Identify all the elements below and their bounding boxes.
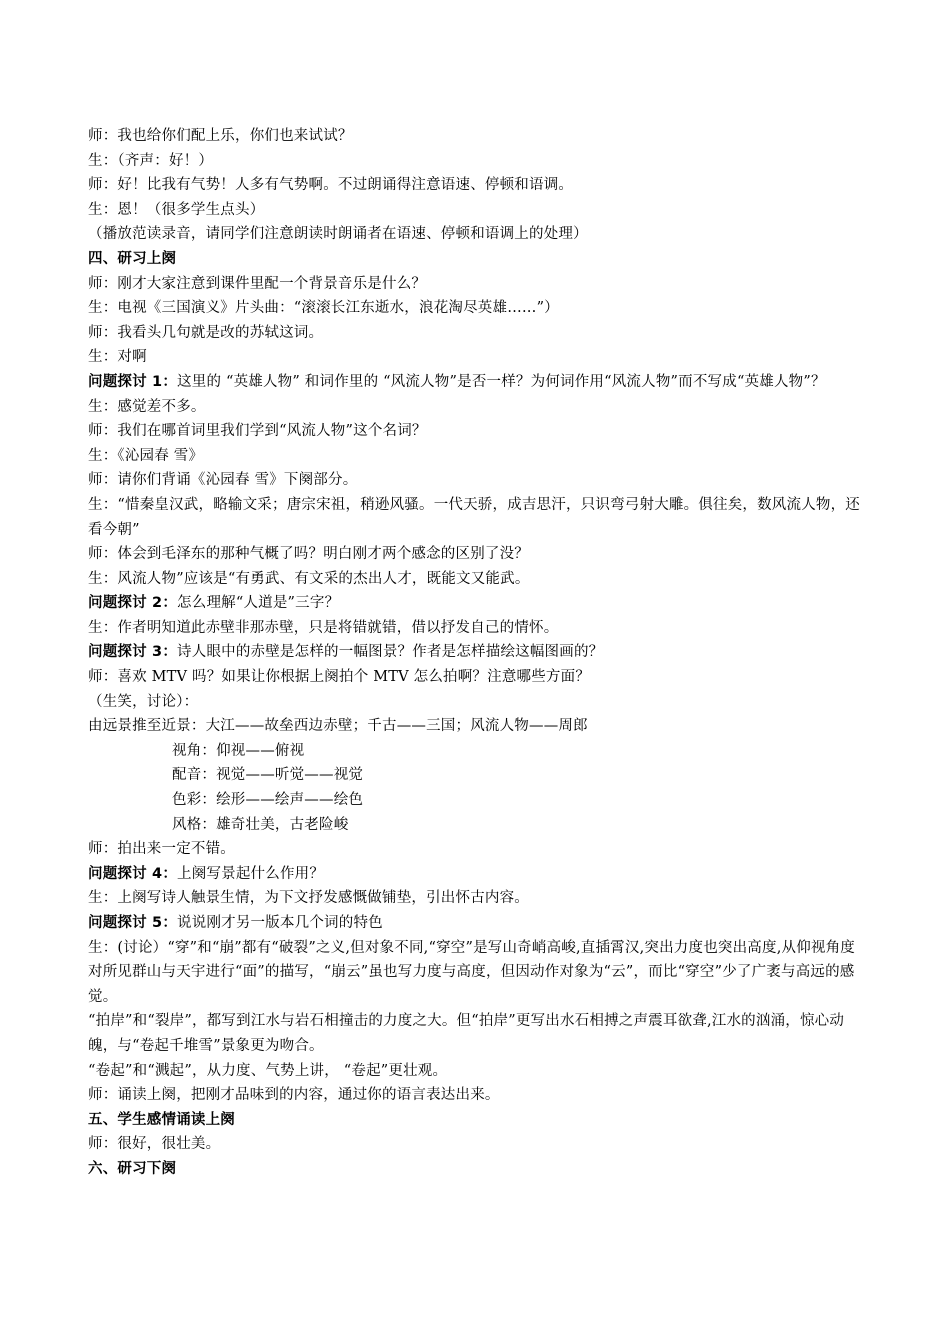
dialogue-line: 师：喜欢 MTV 吗？如果让你根据上阕拍个 MTV 怎么拍啊？注意哪些方面？	[88, 669, 591, 686]
dialogue-line: 生：恩！（很多学生点头）	[88, 201, 265, 218]
question-label: 问题探讨 2：	[88, 595, 178, 612]
document-page	[88, 124, 868, 1182]
dialogue-line: 生：《沁园春 雪》	[88, 447, 204, 464]
paragraph: 生：(讨论）“穿”和“崩”都有“破裂”之义,但对象不同,“穿空”是写山奇峭高峻,直插霄汉,突出力度也突出高度,从仰视角度对所见群山与天宇进行“面”的描写，“崩云”虽也写力度与高度，但因动作对象为“云”，而比“穿空”少了广袤与高远的感觉。	[88, 939, 856, 1005]
question-text: 上阕写景起什么作用？	[177, 865, 325, 882]
dialogue-line: 生：作者明知道此赤壁非那赤壁，只是将错就错，借以抒发自己的情怀。	[88, 619, 559, 636]
dialogue-line: 生：（齐声：好！）	[88, 152, 214, 169]
dialogue-line: （生笑，讨论）：	[88, 693, 199, 710]
indented-line: 视角：仰视——俯视	[172, 742, 305, 759]
indented-line: 风格：雄奇壮美，古老险峻	[172, 816, 349, 833]
dialogue-line: 由远景推至近景：大江——故垒西边赤壁；千古——三国；风流人物——周郎	[88, 718, 588, 735]
question-text: 说说刚才另一版本几个词的特色	[177, 915, 383, 931]
paragraph: “拍岸”和“裂岸”，都写到江水与岩石相撞击的力度之大。但“拍岸”更写出水石相搏之声震耳欲聋,江水的汹涌，惊心动魄，与“卷起千堆雪”景象更为吻合。	[88, 1013, 845, 1054]
dialogue-line: 师：拍出来一定不错。	[88, 841, 235, 858]
dialogue-line: 师：刚才大家注意到课件里配一个背景音乐是什么？	[88, 275, 427, 292]
dialogue-line: 生：对啊	[88, 349, 147, 366]
discussion-question	[88, 591, 868, 616]
section-heading: 四、研习上阕	[88, 250, 177, 267]
dialogue-line: 生：电视《三国演义》片头曲：“滚滚长江东逝水，浪花淘尽英雄……”）	[88, 300, 559, 317]
dialogue-line: 师：我们在哪首词里我们学到“风流人物”这个名词？	[88, 423, 427, 440]
dialogue-line: 生：风流人物”应该是“有勇武、有文采的杰出人才，既能文又能武。	[88, 570, 530, 587]
discussion-question	[88, 911, 868, 936]
dialogue-line: 师：诵读上阕，把刚才品味到的内容，通过你的语言表达出来。	[88, 1087, 500, 1104]
question-label: 问题探讨 1：	[88, 373, 178, 390]
discussion-question	[88, 370, 868, 395]
dialogue-line: 师：好！比我有气势！人多有气势啊。不过朗诵得注意语速、停顿和语调。	[88, 177, 574, 194]
question-label: 问题探讨 5：	[88, 915, 178, 931]
indented-line: 配音：视觉——听觉——视觉	[172, 767, 364, 784]
indented-line: 色彩：绘形——绘声——绘色	[172, 792, 364, 809]
dialogue-line: 师：我看头几句就是改的苏轼这词。	[88, 324, 324, 341]
dialogue-line: 师：我也给你们配上乐，你们也来试试？	[88, 128, 353, 144]
section-heading: 六、研习下阕	[88, 1160, 177, 1177]
paragraph: 生：“惜秦皇汉武，略输文采；唐宗宋祖，稍逊风骚。一代天骄，成吉思汗，只识弯弓射大雕。俱往矣，数风流人物，还看今朝”	[88, 496, 861, 538]
dialogue-line: 生：上阕写诗人触景生情，为下文抒发感慨做铺垫，引出怀古内容。	[88, 890, 529, 907]
question-text: 诗人眼中的赤壁是怎样的一幅图景？作者是怎样描绘这幅图画的？	[177, 644, 604, 661]
question-label: 问题探讨 3：	[88, 644, 178, 661]
dialogue-line: 师：很好，很壮美。	[88, 1136, 221, 1153]
question-text: 怎么理解“人道是”三字？	[177, 595, 340, 612]
dialogue-line: （播放范读录音，请同学们注意朗读时朗诵者在语速、停顿和语调上的处理）	[88, 226, 588, 243]
dialogue-line: “卷起”和“溅起”，从力度、气势上讲， “卷起”更壮观。	[88, 1062, 448, 1079]
question-label: 问题探讨 4：	[88, 865, 178, 882]
dialogue-line: 师：体会到毛泽东的那种气概了吗？明白刚才两个感念的区别了没？	[88, 546, 529, 563]
section-heading: 五、学生感情诵读上阕	[88, 1111, 235, 1128]
question-text: 这里的 “英雄人物” 和词作里的 “风流人物”是否一样？为何词作用“风流人物”而不写成“英雄人物”？	[177, 373, 826, 390]
dialogue-line: 师：请你们背诵《沁园春 雪》下阕部分。	[88, 472, 358, 489]
discussion-question	[88, 862, 868, 887]
discussion-question	[88, 640, 868, 665]
dialogue-line: 生：感觉差不多。	[88, 398, 206, 415]
